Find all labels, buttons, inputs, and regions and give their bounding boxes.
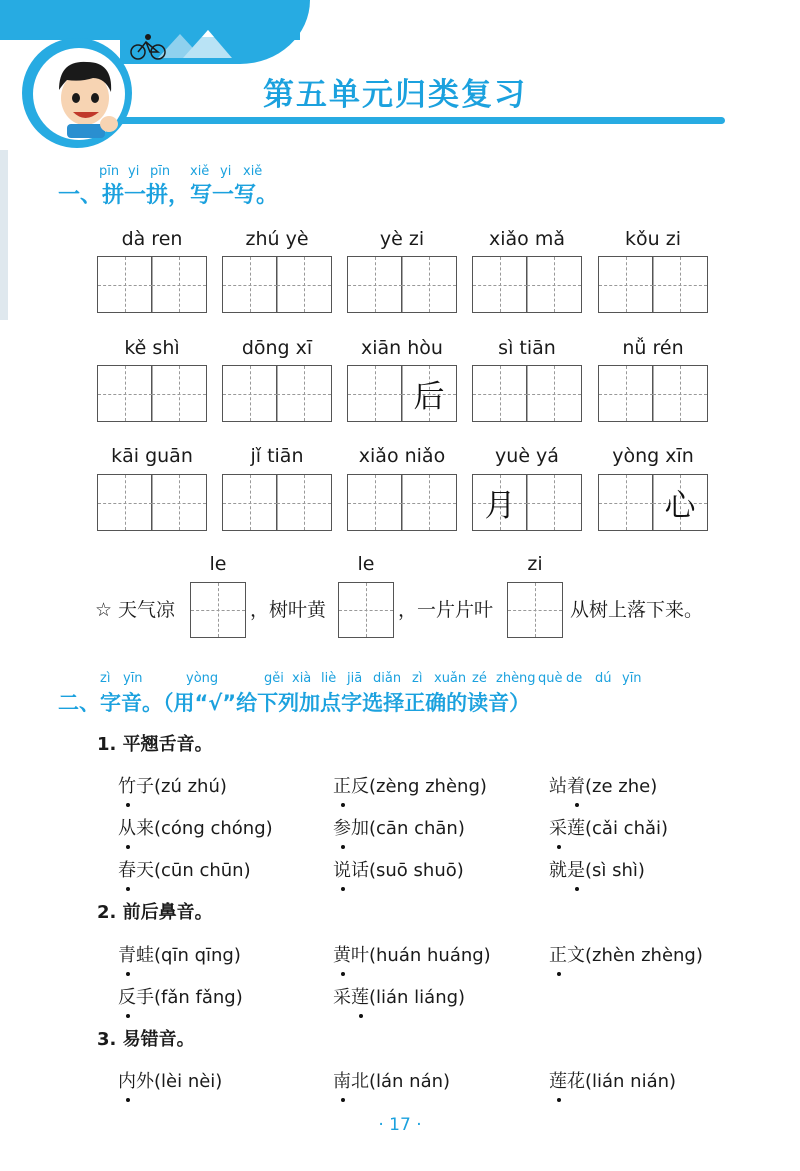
sentence-text: 天气凉	[118, 599, 176, 621]
word: 竹子	[118, 776, 154, 797]
options: (lián liáng)	[369, 987, 466, 1008]
section1-heading: 一、拼一拼，写一写。	[58, 183, 279, 208]
word: 内外	[118, 1071, 154, 1092]
word: 说话	[333, 860, 369, 881]
given-character: 后	[413, 379, 445, 415]
options: (lián nián)	[585, 1071, 677, 1092]
pinyin-label: yòng xīn	[612, 445, 694, 467]
emphasis-dot	[126, 1098, 130, 1102]
writing-box[interactable]	[472, 365, 582, 422]
writing-box[interactable]	[222, 474, 332, 531]
word: 莲花	[549, 1071, 585, 1092]
section2-pinyin: gěi	[264, 671, 284, 686]
reading-item[interactable]	[118, 859, 251, 883]
word: 春天	[118, 860, 154, 881]
page-edge-strip	[0, 150, 8, 320]
pinyin-label: xiǎo niǎo	[358, 445, 446, 467]
group-title: 2. 前后鼻音。	[97, 902, 213, 923]
word: 站着	[549, 776, 585, 797]
emphasis-dot	[126, 1014, 130, 1018]
writing-box[interactable]	[347, 365, 457, 422]
reading-item[interactable]	[333, 859, 464, 883]
options: (ze zhe)	[585, 776, 658, 797]
reading-item[interactable]	[549, 775, 657, 799]
emphasis-dot	[341, 972, 345, 976]
star-icon: ☆	[95, 599, 113, 621]
group-title: 3. 易错音。	[97, 1029, 195, 1050]
sentence-text: ，一片片叶	[398, 599, 494, 621]
writing-box[interactable]	[97, 256, 207, 313]
pinyin-label: xiǎo mǎ	[489, 228, 565, 250]
reading-item[interactable]	[333, 944, 491, 968]
reading-item[interactable]	[118, 817, 273, 841]
emphasis-dot	[126, 803, 130, 807]
page-title: 第五单元归类复习	[263, 77, 527, 113]
options: (lán nán)	[369, 1071, 451, 1092]
pinyin-label: zhú yè	[245, 228, 309, 250]
writing-box[interactable]	[472, 256, 582, 313]
writing-box[interactable]	[97, 474, 207, 531]
box-pinyin: le	[357, 553, 375, 575]
given-character: 心	[664, 488, 696, 524]
section2-pinyin: zhèng	[496, 671, 536, 686]
options: (cóng chóng)	[154, 818, 273, 839]
reading-item[interactable]	[549, 817, 668, 841]
sentence-box[interactable]	[338, 582, 394, 638]
section1-pinyin-6: xiě	[243, 164, 263, 179]
section2-pinyin: de	[566, 671, 583, 686]
pinyin-label: nǚ rén	[622, 337, 684, 359]
reading-item[interactable]	[333, 817, 465, 841]
word: 就是	[549, 860, 585, 881]
options: (zhèn zhèng)	[585, 945, 703, 966]
options: (lèi nèi)	[154, 1071, 223, 1092]
emphasis-dot	[341, 845, 345, 849]
word: 从来	[118, 818, 154, 839]
section2-pinyin: dú	[595, 671, 612, 686]
options: (suō shuō)	[369, 860, 464, 881]
writing-box[interactable]	[347, 474, 457, 531]
word: 正文	[549, 945, 585, 966]
emphasis-dot	[126, 972, 130, 976]
options: (fǎn fǎng)	[154, 987, 243, 1008]
writing-box[interactable]	[222, 365, 332, 422]
reading-item[interactable]	[118, 944, 241, 968]
emphasis-dot	[341, 1098, 345, 1102]
given-character: 月	[484, 488, 516, 524]
section2-pinyin: zì	[100, 671, 111, 686]
section1-pinyin-5: yi	[220, 164, 232, 179]
writing-box[interactable]	[97, 365, 207, 422]
section2-heading: 二、字音。（用“√”给下列加点字选择正确的读音）	[58, 691, 531, 715]
box-pinyin: le	[209, 553, 227, 575]
section2-pinyin: xuǎn	[434, 671, 467, 686]
word: 黄叶	[333, 945, 369, 966]
pinyin-label: kāi guān	[111, 445, 193, 467]
section2-pinyin: zì	[412, 671, 423, 686]
section2-pinyin: què	[538, 671, 563, 686]
pinyin-label: jǐ tiān	[250, 445, 304, 467]
word: 反手	[118, 987, 154, 1008]
word: 正反	[333, 776, 369, 797]
pinyin-label: kě shì	[124, 337, 180, 359]
reading-item[interactable]	[118, 1070, 222, 1094]
emphasis-dot	[575, 803, 579, 807]
word: 青蛙	[118, 945, 154, 966]
sentence-text: 从树上落下来。	[570, 599, 704, 621]
emphasis-dot	[341, 803, 345, 807]
section2-pinyin: zé	[472, 671, 487, 686]
writing-box[interactable]	[598, 474, 708, 531]
emphasis-dot	[126, 845, 130, 849]
pinyin-label: dōng xī	[241, 337, 313, 359]
mountain-bicycle-icon	[128, 28, 248, 62]
word: 采莲	[549, 818, 585, 839]
writing-box[interactable]	[472, 474, 582, 531]
writing-box[interactable]	[222, 256, 332, 313]
section2-pinyin: diǎn	[373, 671, 402, 686]
pinyin-label: xiān hòu	[361, 337, 443, 359]
options: (sì shì)	[585, 860, 645, 881]
section2-pinyin: jiā	[347, 671, 363, 686]
reading-item[interactable]	[118, 775, 227, 799]
word: 南北	[333, 1071, 369, 1092]
section1-pinyin-2: yi	[128, 164, 140, 179]
emphasis-dot	[557, 1098, 561, 1102]
options: (cǎi chǎi)	[585, 818, 669, 839]
pinyin-label: dà ren	[121, 228, 183, 250]
emphasis-dot	[341, 887, 345, 891]
reading-item[interactable]	[333, 1070, 450, 1094]
header-underline	[100, 117, 725, 124]
emphasis-dot	[359, 1014, 363, 1018]
writing-box[interactable]	[598, 256, 708, 313]
section2-pinyin: yīn	[622, 671, 642, 686]
emphasis-dot	[575, 887, 579, 891]
sentence-text: ，树叶黄	[250, 599, 327, 621]
emphasis-dot	[557, 972, 561, 976]
reading-item[interactable]	[549, 1070, 676, 1094]
writing-box[interactable]	[598, 365, 708, 422]
group-title: 1. 平翘舌音。	[97, 734, 213, 755]
pinyin-label: yè zi	[379, 228, 425, 250]
box-pinyin: zi	[527, 553, 543, 575]
section1-pinyin-1: pīn	[99, 164, 120, 179]
reading-item[interactable]	[549, 859, 645, 883]
sentence-box[interactable]	[507, 582, 563, 638]
reading-item[interactable]	[333, 986, 465, 1010]
section1-pinyin-3: pīn	[150, 164, 171, 179]
section2-pinyin: liè	[321, 671, 337, 686]
options: (qīn qīng)	[154, 945, 241, 966]
pinyin-label: sì tiān	[498, 337, 556, 359]
options: (zú zhú)	[154, 776, 227, 797]
reading-item[interactable]	[549, 944, 703, 968]
pinyin-label: yuè yá	[495, 445, 559, 467]
options: (zèng zhèng)	[369, 776, 487, 797]
options: (huán huáng)	[369, 945, 491, 966]
word: 采莲	[333, 987, 369, 1008]
options: (cūn chūn)	[154, 860, 251, 881]
pinyin-label: kǒu zi	[625, 228, 681, 250]
section2-pinyin: xià	[292, 671, 312, 686]
reading-item[interactable]	[333, 775, 487, 799]
page-number: · 17 ·	[378, 1115, 422, 1135]
options: (cān chān)	[369, 818, 465, 839]
word: 参加	[333, 818, 369, 839]
section2-pinyin: yīn	[123, 671, 143, 686]
cartoon-boy-icon	[45, 50, 127, 138]
writing-box[interactable]	[347, 256, 457, 313]
section2-pinyin: yòng	[186, 671, 219, 686]
sentence-box[interactable]	[190, 582, 246, 638]
section1-pinyin-4: xiě	[190, 164, 210, 179]
emphasis-dot	[126, 887, 130, 891]
emphasis-dot	[557, 845, 561, 849]
reading-item[interactable]	[118, 986, 243, 1010]
